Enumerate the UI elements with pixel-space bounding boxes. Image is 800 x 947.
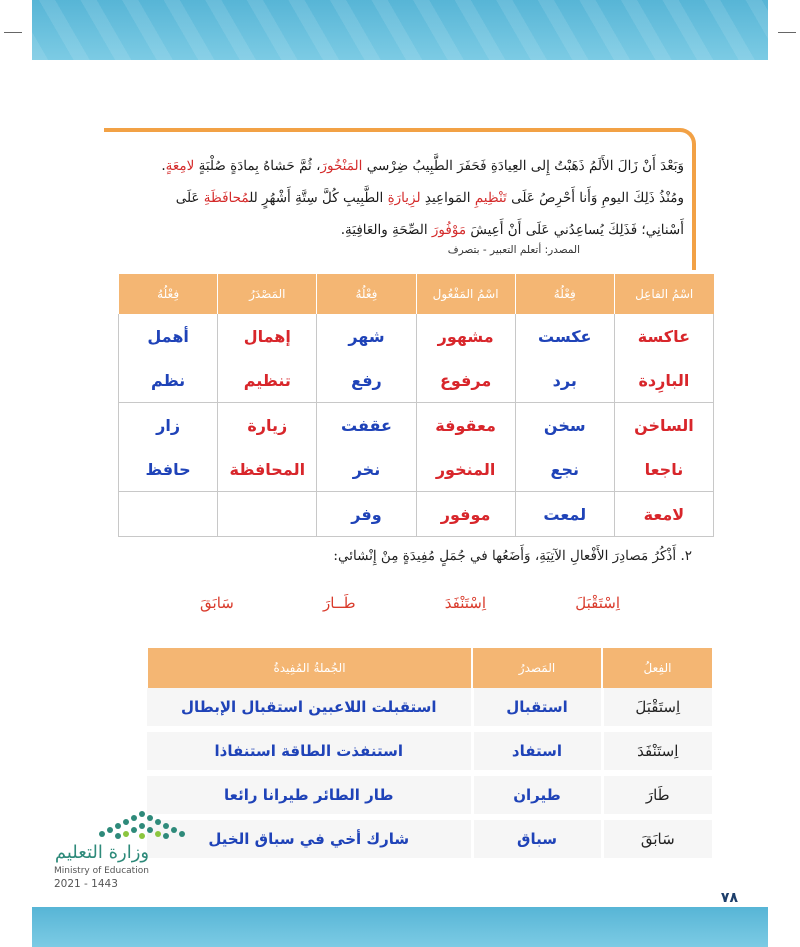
table-cell: استفاد	[472, 729, 602, 773]
table-cell: طيران	[472, 773, 602, 817]
passage-line-2-a: ومُنْذُ ذَلِكَ اليومِ وَأَنا أَحْرِصُ عَلَى	[506, 190, 684, 206]
header-verbal-noun: المَصدرُ	[472, 648, 602, 688]
passage-line-3-b: الصِّحَةِ والعَافِيَةِ.	[340, 222, 432, 238]
bottom-decorative-band	[32, 907, 768, 947]
passage-line-1-b: ، ثُمَّ حَشاهُ بِمادَةٍ صُلْبَةٍ	[194, 158, 321, 174]
highlight-word: مَوْفُورَ	[431, 222, 467, 238]
passage-line-2-d: عَلَى	[175, 190, 204, 206]
page-number: ٧٨	[720, 890, 738, 906]
table-row	[119, 358, 714, 403]
table-cell: استقبال	[472, 688, 602, 729]
sentences-table	[146, 648, 712, 864]
ministry-logo	[52, 806, 192, 906]
passage-line-1-a: وَبَعْدَ أَنْ زَالَ الأَلَمُ ذَهَبْتُ إِلى العِيادَةِ فَحَفَرَ الطَّبِيبُ ضِرْسي	[362, 158, 684, 174]
table-cell: مرفوع	[416, 358, 515, 403]
passage-line-2-c: الطَّبِيبِ كُلَّ سِتَّةِ أَشْهُرٍ لل	[249, 190, 388, 206]
table-cell: أهمل	[119, 314, 218, 358]
table-cell: شهر	[317, 314, 416, 358]
top-decorative-band	[32, 0, 768, 60]
table-row	[147, 729, 712, 773]
table-cell: اِستَنْفَدَ	[602, 729, 712, 773]
highlight-word: مُحافَظَةِ	[203, 190, 250, 206]
passage-source: المصدر: أتعلم التعبير - بتصرف	[447, 244, 580, 256]
table-cell	[119, 492, 218, 537]
table-header-row	[147, 648, 712, 688]
table-cell: المنخور	[416, 447, 515, 492]
verb-item: اِسْتَنْفَدَ	[444, 594, 487, 612]
header-passive-participle: اسْمُ المَفْعُول	[416, 274, 515, 314]
question-2: ٢. أَذْكُرُ مَصادِرَ الأَفْعالِ الآتِيَةِ، وَأَضَعُها في جُمَلٍ مُفِيدَةٍ مِنْ إِنْشائي:	[333, 548, 692, 564]
table-cell: شارك أخي في سباق الخيل	[147, 817, 472, 861]
passage-text	[104, 150, 692, 246]
table-row	[119, 492, 714, 537]
table-row	[147, 817, 712, 861]
ministry-name-arabic: وزارة التعليم	[54, 842, 150, 863]
derivatives-table	[118, 274, 714, 537]
ministry-name-english: Ministry of Education	[54, 866, 149, 876]
crop-mark-left	[4, 32, 22, 33]
verb-item: اِسْتَقْبَلَ	[575, 594, 620, 612]
header-verbal-noun: المَصْدَرُ	[218, 274, 317, 314]
table-cell: لمعت	[515, 492, 614, 537]
passage-line-1-c: .	[161, 158, 166, 174]
table-cell: استنفذت الطاقة استنفاذا	[147, 729, 472, 773]
highlight-word: المَنْخُورَ	[320, 158, 363, 174]
table-header-row	[119, 274, 714, 314]
highlight-word: تَنْظِيمِ	[474, 190, 507, 206]
table-cell: اِستَقْبَلَ	[602, 688, 712, 729]
table-cell: عاكسة	[614, 314, 713, 358]
table-cell: موفور	[416, 492, 515, 537]
edition-year: 2021 - 1443	[54, 878, 118, 890]
table-cell: نخر	[317, 447, 416, 492]
table-cell: سَابَقَ	[602, 817, 712, 861]
table-cell: ناجعا	[614, 447, 713, 492]
table-cell: سباق	[472, 817, 602, 861]
ministry-dots-icon	[96, 806, 196, 842]
header-verb: فِعْلُهُ	[515, 274, 614, 314]
table-cell: تنظيم	[218, 358, 317, 403]
table-cell: لامعة	[614, 492, 713, 537]
table-cell: وفر	[317, 492, 416, 537]
table-cell: المحافظة	[218, 447, 317, 492]
table-cell: زار	[119, 403, 218, 448]
table-cell: عكست	[515, 314, 614, 358]
table-cell: إهمال	[218, 314, 317, 358]
table-cell: الساخن	[614, 403, 713, 448]
header-active-participle: اسْمُ الفاعِل	[614, 274, 713, 314]
table-cell: مشهور	[416, 314, 515, 358]
table-cell: رفع	[317, 358, 416, 403]
table-cell: طَارَ	[602, 773, 712, 817]
header-verb: فِعْلُهُ	[317, 274, 416, 314]
table-cell: برد	[515, 358, 614, 403]
verb-item: سَابَقَ	[200, 594, 234, 612]
verbs-list	[200, 594, 620, 612]
table-row	[119, 314, 714, 358]
header-verb: فِعْلُهُ	[119, 274, 218, 314]
table-cell: معقوفة	[416, 403, 515, 448]
passage-line-3-a: أَسْنانِي؛ فَذَلِكَ يُساعِدُني عَلَى أَنْ أَعِيشَ	[466, 222, 684, 238]
table-cell: سخن	[515, 403, 614, 448]
table-cell: عقفت	[317, 403, 416, 448]
table-row	[119, 447, 714, 492]
header-verb: الفِعلُ	[602, 648, 712, 688]
passage-line-2-b: المَواعِيدِ	[420, 190, 475, 206]
table-cell: طار الطائر طيرانا رائعا	[147, 773, 472, 817]
table-row	[147, 773, 712, 817]
table-row	[147, 688, 712, 729]
table-cell: زيارة	[218, 403, 317, 448]
highlight-word: لامِعَةٍ	[165, 158, 195, 174]
verb-item: طَــارَ	[323, 594, 356, 612]
highlight-word: لزِيارَةِ	[387, 190, 421, 206]
table-cell: استقبلت اللاعبين استقبال الإبطال	[147, 688, 472, 729]
table-cell	[218, 492, 317, 537]
crop-mark-right	[778, 32, 796, 33]
header-sentence: الجُملةُ المُفِيدةُ	[147, 648, 472, 688]
table-cell: نظم	[119, 358, 218, 403]
table-cell: نجع	[515, 447, 614, 492]
table-row	[119, 403, 714, 448]
table-cell: حافظ	[119, 447, 218, 492]
table-cell: البارِدة	[614, 358, 713, 403]
